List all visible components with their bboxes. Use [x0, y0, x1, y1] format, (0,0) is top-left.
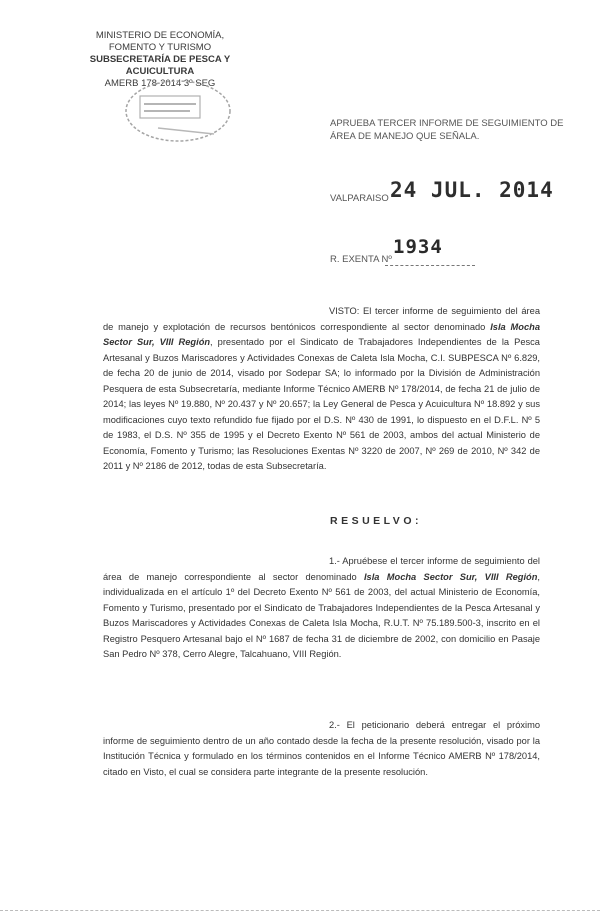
visto-rest: , presentado por el Sindicato de Trabajadores Independientes de la Pesca Artesanal y Buzos Mariscadores y Actividades Conexas de Caleta Isla Mocha, C.I. SUBPESCA Nº 6.829, de fecha 20 de junio de 2014, visado por Sodepar SA; lo informado por la División de Administración Pesquera de esta Subsecretaría, mediante Informe Técnico AMERB Nº 178/2014, de fecha 21 de julio de 2014; las leyes Nº 19.880, Nº 20.437 y Nº 20.657; la Ley General de Pesca y Acuicultura Nº 18.892 y sus modificaciones cuyo texto refundido fue fijado por el D.S. Nº 430 de 1991, lo dispuesto en el D.F.L. Nº 5 de 1983, el D.S. Nº 355 de 1995 y el Decreto Exento Nº 561 de 2003, ambos del actual Ministerio de Economía, Fomento y Turismo; las Resoluciones Exentas Nº 3220 de 2007, Nº 269 de 2010, Nº 342 de 2011 y Nº 2186 de 2012, todas de esta Subsecretaría. [103, 337, 540, 471]
resolution-number-line [385, 265, 475, 266]
resuelvo-heading: RESUELVO: [330, 515, 422, 527]
subject-line: APRUEBA TERCER INFORME DE SEGUIMIENTO DE ÁREA DE MANEJO QUE SEÑALA. [330, 118, 564, 142]
page-bottom-rule [0, 910, 600, 911]
ministry-line-2: FOMENTO Y TURISMO [108, 42, 212, 53]
item-1-rest: , individualizada en el artículo 1º del Decreto Exento Nº 561 de 2003, del actual Ministerio de Economía, Fomento y Turismo, presentado por el Sindicato de Trabajadores Independientes de la Pesca Artesanal y Buzos Mariscadores y Actividades Conexas de Caleta Isla Mocha, R.U.T. Nº 75.189.500-3, inscrito en el Registro Pesquero Artesanal bajo el Nº 1687 de fecha 31 de diciembre de 2002, con domicilio en Pasaje San Pedro Nº 378, Cerro Alegre, Talcahuano, VIII Región. [103, 571, 540, 659]
visto-paragraph [103, 304, 540, 475]
visto-sector: Isla Mocha Sector Sur, VIII Región [103, 321, 540, 347]
item-1-sector: Isla Mocha Sector Sur, VIII Región [363, 571, 538, 582]
item-1-lead: 1.- Apruébese el tercer informe de seguimiento del área de manejo correspondiente al sector denominado [103, 556, 540, 582]
visto-lead: VISTO: El tercer informe de seguimiento del área de manejo y explotación de recursos bentónicos correspondiente al sector denominado [103, 306, 540, 332]
date-stamp: 24 JUL. 2014 [390, 178, 554, 202]
resolution-label: R. EXENTA Nº [330, 254, 392, 265]
received-stamp [118, 76, 238, 146]
place-label: VALPARAISO [330, 193, 389, 204]
subsecretaria-line: SUBSECRETARÍA DE PESCA Y ACUICULTURA [89, 54, 231, 77]
resolution-number: 1934 [393, 236, 443, 258]
item-2-paragraph: 2.- El peticionario deberá entregar el próximo informe de seguimiento dentro de un año contado desde la fecha de la presente resolución, visado por la Institución Técnica y formulado en los términos contenidos en el Informe Técnico AMERB Nº 178/2014, citado en Visto, el cual se considera parte integrante de la presente resolución. [103, 720, 540, 777]
ministry-line-1: MINISTERIO DE ECONOMÍA, [95, 30, 225, 41]
item-1-paragraph [103, 554, 540, 663]
reference-line: AMERB 178-2014 3º SEG [104, 78, 216, 89]
